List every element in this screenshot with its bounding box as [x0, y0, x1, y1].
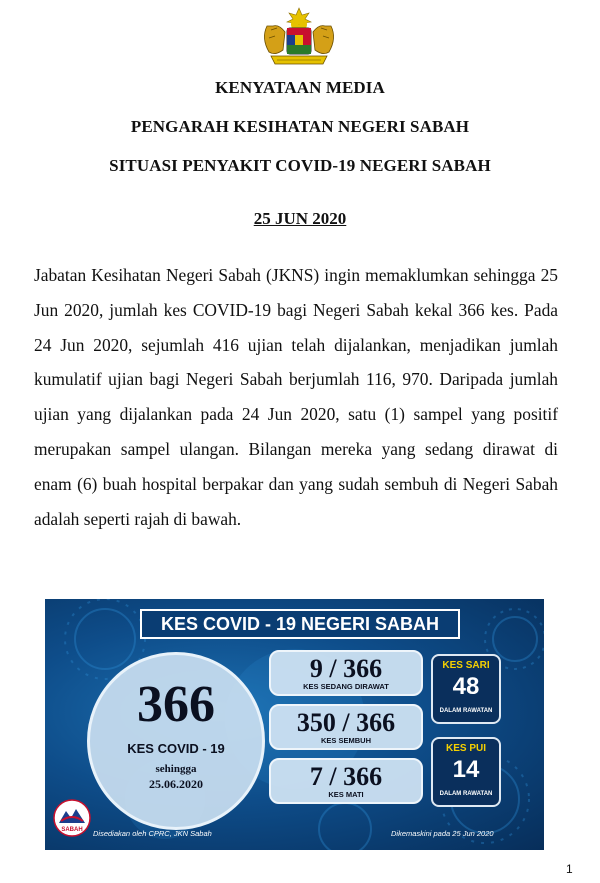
- stat-sedang-dirawat: [269, 650, 423, 696]
- covid-infographic: [45, 599, 544, 850]
- total-cases-circle: [87, 652, 265, 830]
- side-box-label: DALAM RAWATAN: [439, 791, 493, 797]
- updated-on-note: Dikemaskini pada 25 Jun 2020: [391, 829, 494, 838]
- page-number: 1: [566, 862, 573, 876]
- stat-mati: [269, 758, 423, 804]
- side-box-title: KES SARI: [442, 660, 490, 671]
- side-box-title: KES PUI: [445, 743, 486, 754]
- total-cases-sub: sehingga: [155, 763, 197, 775]
- total-cases-date: 25.06.2020: [149, 777, 203, 791]
- statement-paragraph: Jabatan Kesihatan Negeri Sabah (JKNS) ingin memaklumkan sehingga 25 Jun 2020, jumlah kes COVID-19 bagi Negeri Sabah kekal 366 kes. Pada 24 Jun 2020, sejumlah 416 ujian telah dijalankan, menjadikan jumlah kumulatif ujian bagi Negeri Sabah berjumlah 116, 970. Daripada jumlah ujian yang dijalankan pada 24 Jun 2020, satu (1) sampel yang positif merupakan sampel ulangan. Bilangan mereka yang sedang dirawat di enam (6) buah hospital berpakar dan yang sudah sembuh di Negeri Sabah adalah seperti rajah di bawah.: [34, 265, 558, 529]
- side-box-value: 14: [452, 756, 480, 783]
- stat-value: 350 / 366: [296, 708, 396, 737]
- side-box-label: DALAM RAWATAN: [439, 708, 493, 714]
- total-cases-number: 366: [137, 676, 215, 733]
- stat-value: 9 / 366: [309, 654, 383, 683]
- statement-date: 25 JUN 2020: [253, 209, 347, 228]
- stat-value: 7 / 366: [309, 762, 383, 791]
- stat-label: KES MATI: [328, 790, 364, 799]
- prepared-by-note: Disediakan oleh CPRC, JKN Sabah: [93, 829, 212, 838]
- cprc-sabah-logo-icon: [53, 799, 91, 837]
- coat-of-arms-emblem: [257, 6, 341, 68]
- stat-label: KES SEDANG DIRAWAT: [303, 682, 389, 691]
- kes-sari-box: [431, 654, 501, 724]
- stat-sembuh: [269, 704, 423, 750]
- side-box-value: 48: [452, 673, 480, 700]
- total-cases-label: KES COVID - 19: [127, 741, 225, 756]
- title-kenyataan-media: KENYATAAN MEDIA: [215, 78, 385, 97]
- stat-label: KES SEMBUH: [320, 736, 371, 745]
- kes-pui-box: [431, 737, 501, 807]
- logo-text: SABAH: [61, 827, 83, 833]
- infographic-title: KES COVID - 19 NEGERI SABAH: [140, 609, 460, 639]
- title-pengarah-kesihatan: PENGARAH KESIHATAN NEGERI SABAH: [130, 117, 470, 136]
- title-situasi-penyakit: SITUASI PENYAKIT COVID-19 NEGERI SABAH: [109, 156, 491, 175]
